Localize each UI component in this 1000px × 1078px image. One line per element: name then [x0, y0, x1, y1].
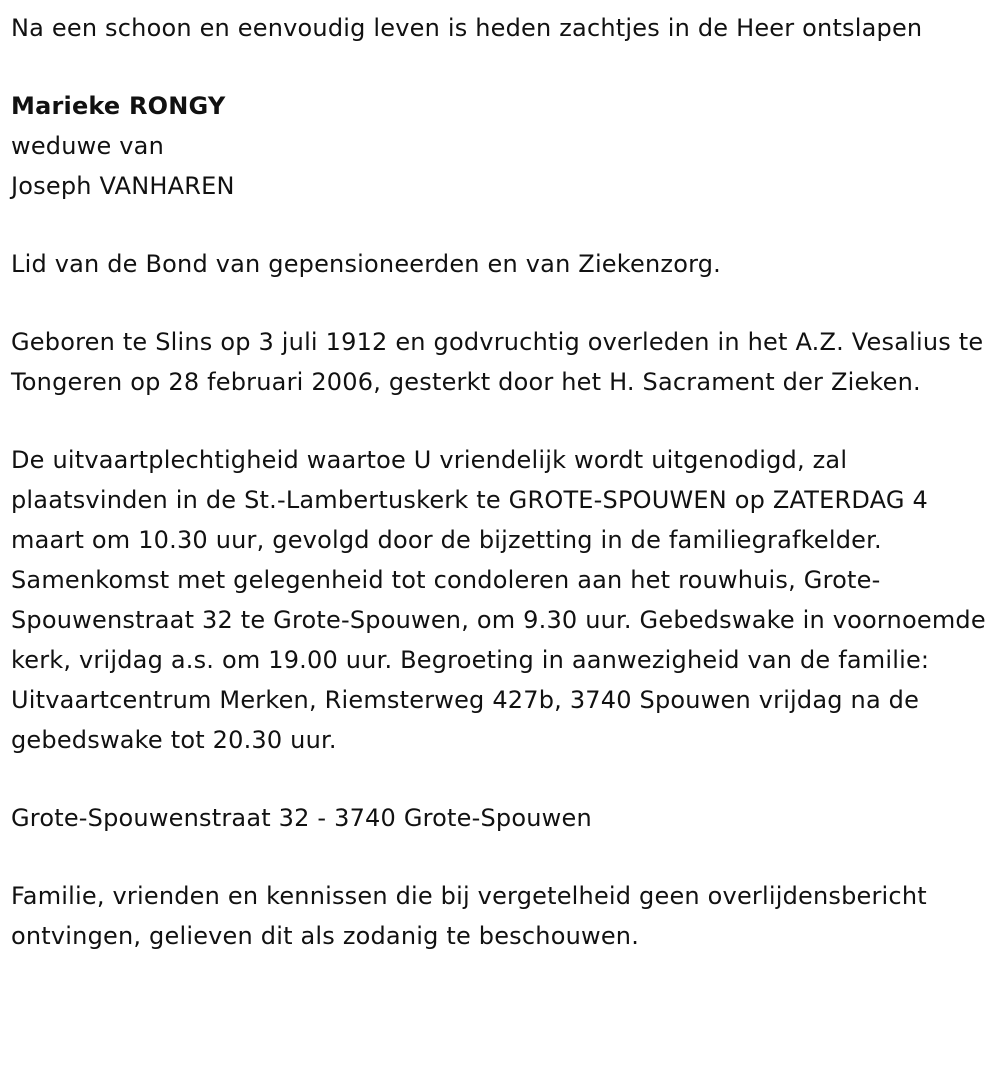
- intro-text: Na een schoon en eenvoudig leven is heden zachtjes in de Heer ontslapen: [11, 14, 923, 42]
- birth-death-text: Geboren te Slins op 3 juli 1912 en godvruchtig overleden in het A.Z. Vesalius te Tongeren op 28 februari 2006, gesterkt door het H. Sacrament der Zieken.: [11, 328, 984, 396]
- deceased-name: Marieke RONGY: [11, 92, 226, 120]
- obituary-notice: [11, 8, 991, 956]
- closing-text: Familie, vrienden en kennissen die bij vergetelheid geen overlijdensbericht ontvingen, gelieven dit als zodanig te beschouwen.: [11, 882, 927, 950]
- relation-text: weduwe van: [11, 132, 164, 160]
- membership-text: Lid van de Bond van gepensioneerden en van Ziekenzorg.: [11, 250, 721, 278]
- funeral-details: De uitvaartplechtigheid waartoe U vriendelijk wordt uitgenodigd, zal plaatsvinden in de St.-Lambertuskerk te GROTE-SPOUWEN op ZATERDAG 4 maart om 10.30 uur, gevolgd door de bijzetting in de familiegrafkelder. Samenkomst met gelegenheid tot condoleren aan het rouwhuis, Grote-Spouwenstraat 32 te Grote-Spouwen, om 9.30 uur. Gebedswake in voornoemde kerk, vrijdag a.s. om 19.00 uur. Begroeting in aanwezigheid van de familie: Uitvaartcentrum Merken, Riemsterweg 427b, 3740 Spouwen vrijdag na de gebedswake tot 20.30 uur.: [11, 446, 986, 754]
- spouse-name: Joseph VANHAREN: [11, 172, 235, 200]
- home-address: Grote-Spouwenstraat 32 - 3740 Grote-Spouwen: [11, 804, 592, 832]
